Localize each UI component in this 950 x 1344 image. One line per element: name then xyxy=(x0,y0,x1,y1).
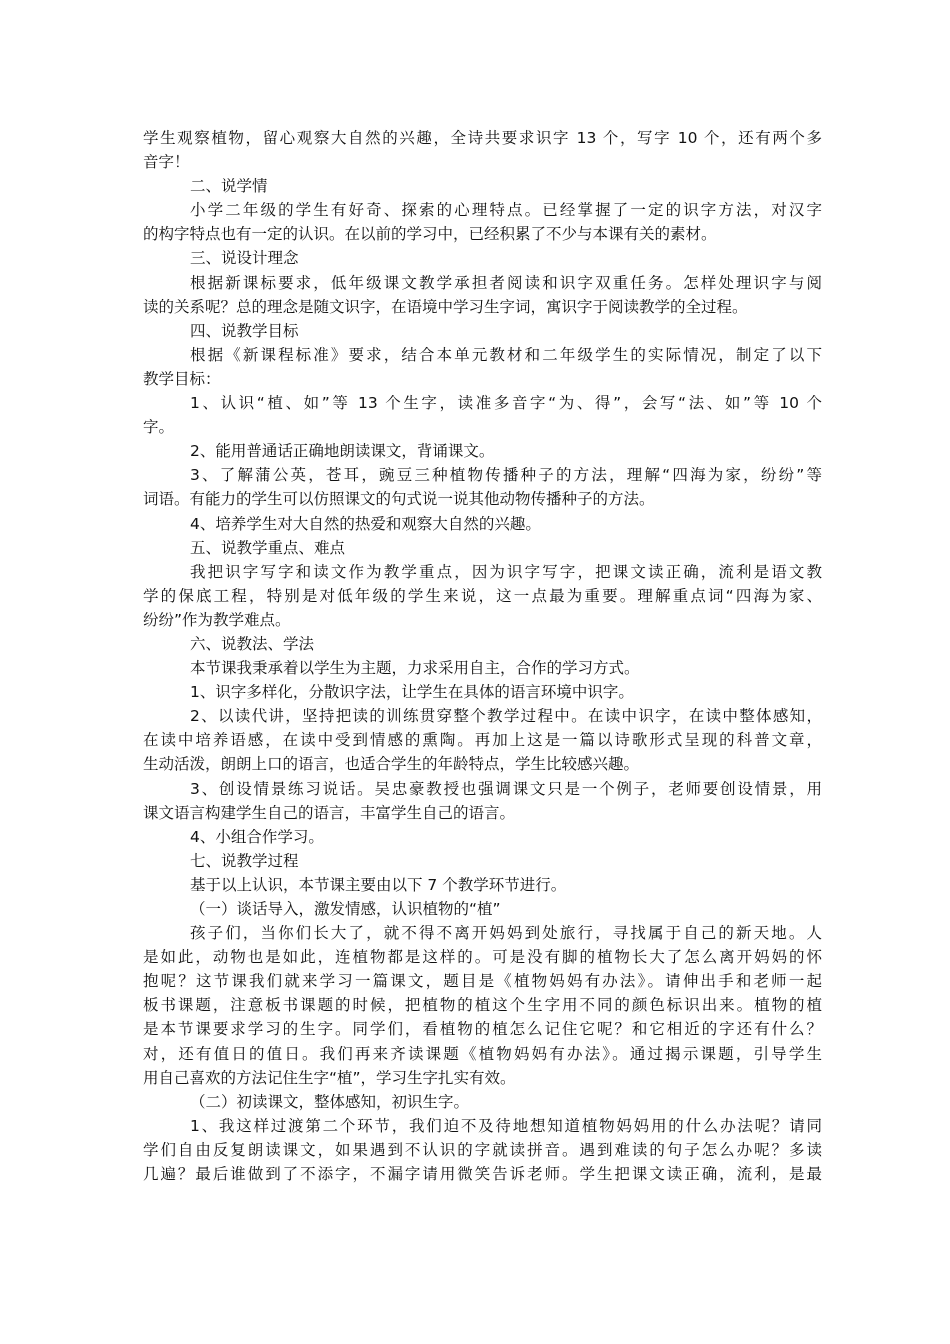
text-line: 在读中培养语感，在读中受到情感的熏陶。再加上这是一篇以诗歌形式呈现的科普文章， xyxy=(143,731,822,750)
text-line: 板书课题，注意板书课题的时候，把植物的植这个生字用不同的颜色标识出来。植物的植 xyxy=(143,996,822,1015)
text-line: 根据《新课程标准》要求，结合本单元教材和二年级学生的实际情况，制定了以下 xyxy=(190,345,822,364)
text-line: 基于以上认识，本节课主要由以下 7 个教学环节进行。 xyxy=(190,875,567,894)
text-line: （一）谈话导入，激发情感，认识植物的“植” xyxy=(190,900,501,918)
text-line: 生动活泼，朗朗上口的语言，也适合学生的年龄特点，学生比较感兴趣。 xyxy=(143,755,640,774)
text-line: 4、小组合作学习。 xyxy=(190,827,324,846)
text-line: 孩子们，当你们长大了，就不得不离开妈妈到处旅行，寻找属于自己的新天地。人 xyxy=(190,924,822,943)
text-line: 七、说教学过程 xyxy=(190,851,299,870)
text-line: 抱呢？这节课我们就来学习一篇课文，题目是《植物妈妈有办法》。请伸出手和老师一起 xyxy=(143,972,822,991)
text-line: 1、识字多样化，分散识字法，让学生在具体的语言环境中识字。 xyxy=(190,683,634,702)
text-line: 1、我这样过渡第二个环节，我们迫不及待地想知道植物妈妈用的什么办法呢？请同 xyxy=(190,1116,822,1135)
text-line: 纷纷”作为教学难点。 xyxy=(143,610,291,629)
text-line: 几遍？最后谁做到了不添字，不漏字请用微笑告诉老师。学生把课文读正确，流利，是最 xyxy=(143,1165,822,1184)
text-line: 二、说学情 xyxy=(190,177,268,196)
text-line: 的构字特点也有一定的认识。在以前的学习中，已经积累了不少与本课有关的素材。 xyxy=(143,225,717,244)
text-line: 字。 xyxy=(143,418,175,437)
text-line: 小学二年级的学生有好奇、探索的心理特点。已经掌握了一定的识字方法，对汉字 xyxy=(190,201,822,220)
text-line: 用自己喜欢的方法记住生字“植”，学习生字扎实有效。 xyxy=(143,1068,516,1087)
text-line: 学们自由反复朗读课文，如果遇到不认识的字就读拼音。遇到难读的句子怎么办呢？多读 xyxy=(143,1140,822,1159)
text-line: 1、认识“植、如”等 13 个生字，读准多音字“为、得”，会写“法、如”等 10 个 xyxy=(190,394,822,413)
text-line: 四、说教学目标 xyxy=(190,321,299,340)
text-line: 教学目标： xyxy=(143,369,221,388)
text-line: 三、说设计理念 xyxy=(190,249,299,268)
text-line: 4、培养学生对大自然的热爱和观察大自然的兴趣。 xyxy=(190,514,541,533)
text-line: 读的关系呢？总的理念是随文识字，在语境中学习生字词，寓识字于阅读教学的全过程。 xyxy=(143,297,748,316)
text-line: 2、能用普通话正确地朗读课文，背诵课文。 xyxy=(190,442,495,461)
text-line: 学的保底工程，特别是对低年级的学生来说，这一点最为重要。理解重点词“四海为家、 xyxy=(143,586,822,605)
text-line: 是本节课要求学习的生字。同学们，看植物的植怎么记住它呢？和它相近的字还有什么？ xyxy=(143,1020,822,1039)
text-line: 六、说教法、学法 xyxy=(190,634,315,653)
text-line: 五、说教学重点、难点 xyxy=(190,538,346,557)
text-line: 2、以读代讲，坚持把读的训练贯穿整个教学过程中。在读中识字，在读中整体感知， xyxy=(190,707,822,726)
text-line: 词语。有能力的学生可以仿照课文的句式说一说其他动物传播种子的方法。 xyxy=(143,490,655,509)
text-line: （二）初读课文，整体感知，初识生字。 xyxy=(190,1092,470,1111)
text-line: 根据新课标要求，低年级课文教学承担者阅读和识字双重任务。怎样处理识字与阅 xyxy=(190,273,822,292)
text-line: 我把识字写字和读文作为教学重点，因为识字写字，把课文读正确，流利是语文教 xyxy=(190,562,822,581)
text-line: 本节课我秉承着以学生为主题，力求采用自主，合作的学习方式。 xyxy=(190,659,640,678)
text-line: 学生观察植物，留心观察大自然的兴趣，全诗共要求识字 13 个，写字 10 个，还有两个多 xyxy=(143,129,822,147)
text-line: 是如此，动物也是如此，连植物都是这样的。可是没有脚的植物长大了怎么离开妈妈的怀 xyxy=(143,948,822,967)
text-line: 对，还有值日的值日。我们再来齐读课题《植物妈妈有办法》。通过揭示课题，引导学生 xyxy=(143,1044,822,1063)
text-line: 3、创设情景练习说话。吴忠豪教授也强调课文只是一个例子，老师要创设情景，用 xyxy=(190,779,822,798)
text-line: 3、了解蒲公英，苍耳，豌豆三种植物传播种子的方法，理解“四海为家，纷纷”等 xyxy=(190,466,822,485)
text-line: 课文语言构建学生自己的语言，丰富学生自己的语言。 xyxy=(143,803,516,822)
text-line: 音字！ xyxy=(143,153,190,172)
